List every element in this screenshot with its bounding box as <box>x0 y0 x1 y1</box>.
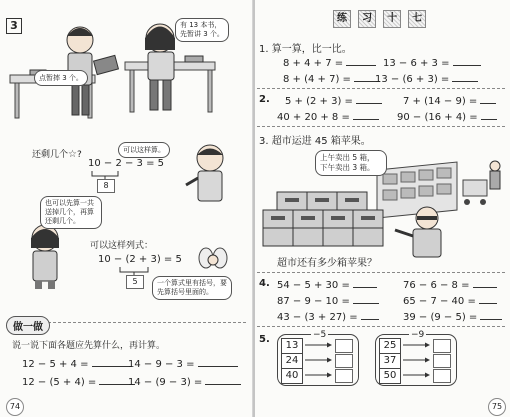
title-char-1: 练 <box>333 10 351 28</box>
divider-2 <box>257 126 505 127</box>
right-page <box>255 0 510 417</box>
ex2-item-2: 7 + (14 − 9) = <box>403 94 496 107</box>
fairy-speech-bubble: 一个算式里有括号，要先算括号里面的。 <box>152 276 232 300</box>
boy-speech-bubble: 点暂摔 3 个。 <box>34 70 88 86</box>
chapter-number: 3 <box>6 18 22 34</box>
ex4-item-2: 76 − 6 − 8 = <box>403 278 497 291</box>
ex4-item-3: 87 − 9 − 10 = <box>277 294 379 307</box>
section-title: 做一做 <box>6 316 50 335</box>
ex5-right-input-3: 50 <box>379 368 401 384</box>
ex5-right-output-1[interactable] <box>433 339 451 353</box>
ex3-question: 超市还有多少箱苹果？ <box>277 258 377 269</box>
ex2-item-1: 5 + (2 + 3) = <box>285 94 382 107</box>
instruction-text: 说一说下面各题应先算什么，再计算。 <box>12 341 166 351</box>
ex5-right-input-1: 25 <box>379 338 401 354</box>
girl-thinking-illustration <box>20 220 70 290</box>
ex1-title: 1. 算一算，比一比。 <box>259 44 352 55</box>
ex1-item-1: 8 + 4 + 7 = <box>283 56 376 69</box>
boy2-speech-bubble: 可以这样算。 <box>118 142 170 158</box>
left-page-number: 74 <box>6 398 24 416</box>
boy-pointing-illustration <box>180 140 240 210</box>
ex1-item-2: 13 − 6 + 3 = <box>383 56 481 69</box>
equation-2: 10 − (2 + 3) = 5 <box>98 254 182 265</box>
ex2-item-3: 40 + 20 + 8 = <box>277 110 379 123</box>
ex5-left-input-3: 40 <box>281 368 303 384</box>
ex3-title: 3. 超市运进 45 箱苹果。 <box>259 136 371 147</box>
problem-2: 14 − 9 − 3 = <box>128 357 238 370</box>
right-page-number: 75 <box>488 398 506 416</box>
ex5-right-output-3[interactable] <box>433 369 451 383</box>
ex5-left-input-1: 13 <box>281 338 303 354</box>
ex4-item-5: 43 − (3 + 27) = <box>277 310 379 323</box>
ex4-number: 4. <box>259 278 270 289</box>
ex2-item-4: 90 − (16 + 4) = <box>397 110 497 123</box>
divider-4 <box>257 326 505 327</box>
ex1-item-3: 8 + (4 + 7) = <box>283 72 380 85</box>
problem-1: 12 − 5 + 4 = <box>22 357 132 370</box>
divider-3 <box>257 272 505 273</box>
exercise-title <box>333 6 428 28</box>
girl2-speech-bubble: 也可以先算一共送掉几个，再算还剩几个。 <box>40 196 102 229</box>
ex1-item-4: 13 − (6 + 3) = <box>375 72 478 85</box>
ex4-item-4: 65 − 7 − 40 = <box>403 294 497 307</box>
equation-1: 10 − 2 − 3 = 5 <box>88 158 165 169</box>
title-char-3: 十 <box>383 10 401 28</box>
ex4-item-6: 39 − (9 − 5) = <box>403 310 502 323</box>
ex5-left-output-2[interactable] <box>335 354 353 368</box>
list-prompt: 可以这样列式： <box>90 241 154 251</box>
ex5-right-input-2: 37 <box>379 353 401 369</box>
question-stars-text: 还剩几个 <box>32 150 69 160</box>
ex5-right-operation: −9 <box>411 330 425 340</box>
ex5-left-input-2: 24 <box>281 353 303 369</box>
title-char-2: 习 <box>358 10 376 28</box>
fairy-illustration <box>198 246 228 276</box>
ex2-number: 2. <box>259 94 270 105</box>
ex5-left-operation: −5 <box>313 330 327 340</box>
problem-3: 12 − (5 + 4) = <box>22 375 135 388</box>
title-char-4: 七 <box>408 10 426 28</box>
ex5-left-output-3[interactable] <box>335 369 353 383</box>
question-stars-row: 还剩几个☆? <box>32 149 82 160</box>
left-page <box>0 0 253 417</box>
ex5-right-output-2[interactable] <box>433 354 451 368</box>
divider-1 <box>257 88 505 89</box>
clerk-speech-bubble: 上午卖出 5 箱，下午卖出 3 箱。 <box>315 150 387 176</box>
problem-4: 14 − (9 − 3) = <box>128 375 241 388</box>
ex4-item-1: 54 − 5 + 30 = <box>277 278 377 291</box>
girl-speech-bubble: 有 13 本书， 先暂讲 3 个。 <box>175 18 229 42</box>
ex5-number: 5. <box>259 334 270 345</box>
equation-2-subresult: 5 <box>126 275 144 289</box>
equation-1-subresult: 8 <box>97 179 115 193</box>
star-icon: ☆ <box>68 149 77 160</box>
ex5-left-output-1[interactable] <box>335 339 353 353</box>
